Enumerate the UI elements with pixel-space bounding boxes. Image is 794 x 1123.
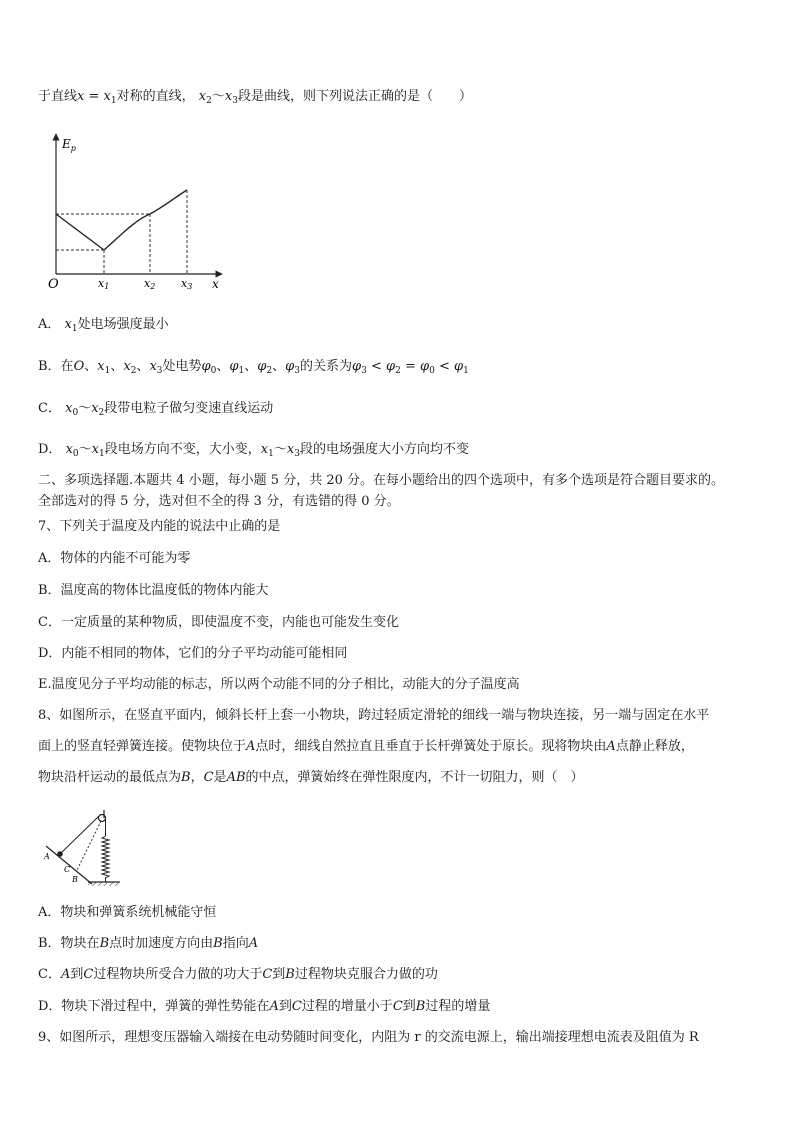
section2-instructions-line1: 二、多项选择题.本题共 4 小题，每小题 5 分，共 20 分。在每小题给出的四个选项中，有多个选项是符合题目要求的。 — [38, 473, 725, 488]
y-axis-label: $E_p$ — [62, 137, 76, 153]
q7-option-e[interactable]: E.温度见分子平均动能的标志，所以两个动能不同的分子相比，动能大的分子温度高 — [38, 677, 520, 692]
q8-stem-line3: 物块沿杆运动的最低点为B，C是AB的中点，弹簧始终在弹性限度内，不计一切阻力，则（ ） — [38, 770, 584, 785]
q6-option-b[interactable]: B．在O、$x_1$、$x_2$、$x_3$处电势$\varphi_0$、$\varphi_1$、$\varphi_2$、$\varphi_3$的关系为$\varphi_3 < \varphi_2 = \varphi_0 < \varphi_1$ — [38, 359, 469, 376]
q7-option-b[interactable]: B．温度高的物体比温度低的物体内能大 — [38, 583, 269, 598]
x-axis-label: x — [212, 277, 219, 291]
q6-stem-text: 于直线 — [38, 89, 78, 104]
q7-option-d[interactable]: D．内能不相同的物体，它们的分子平均动能可能相同 — [38, 646, 348, 661]
section2-instructions-line2: 全部选对的得 5 分，选对但不全的得 3 分，有选错的得 0 分。 — [38, 494, 400, 509]
origin-label: O — [48, 277, 59, 292]
string-dashed — [77, 821, 101, 870]
q9-stem-line1: 9、如图所示，理想变压器输入端接在电动势随时间变化，内阻为 r 的交流电源上，输出端接理想电流表及阻值为 R — [38, 1030, 699, 1045]
ep-curve — [104, 190, 187, 250]
q8-option-b[interactable]: B．物块在B点时加速度方向由B指向A — [38, 936, 259, 951]
q6-option-c[interactable]: C． $x_0\sim x_2$段带电粒子做匀变速直线运动 — [38, 401, 274, 418]
fig-label-b: B — [72, 875, 78, 884]
tick-x1: x1 — [98, 277, 110, 291]
q6-option-d[interactable]: D． $x_0\sim x_1$段电场方向不变，大小变，$x_1\sim x_3$段的电场强度大小方向均不变 — [38, 442, 469, 459]
tick-x3: x3 — [181, 277, 193, 291]
block — [57, 851, 63, 857]
q6-stem: 于直线$x = x_1$对称的直线， $x_2\sim x_3$段是曲线，则下列说法正确的是（ ） — [38, 89, 472, 106]
q8-option-a[interactable]: A．物块和弹簧系统机械能守恒 — [38, 905, 217, 920]
spring — [102, 836, 109, 882]
fig-label-c: C — [64, 865, 71, 874]
q8-option-c[interactable]: C．A到C过程物块所受合力做的功大于C到B过程物块克服合力做的功 — [38, 967, 438, 982]
ep-x-graph — [40, 126, 230, 296]
fig-label-a: A — [44, 852, 50, 861]
q7-option-a[interactable]: A．物体的内能不可能为零 — [38, 551, 191, 566]
pulley-spring-figure — [42, 806, 132, 888]
q8-stem-line2: 面上的竖直轻弹簧连接。使物块位于A点时，细线自然拉直且垂直于长杆弹簧处于原长。现将物块由A点静止释放， — [38, 739, 694, 754]
q6-option-a[interactable]: A． $x_1$处电场强度最小 — [38, 317, 169, 334]
q8-stem-line1: 8、如图所示，在竖直平面内，倾斜长杆上套一小物块，跨过轻质定滑轮的细线一端与物块连接，另一端与固定在水平 — [38, 708, 710, 723]
ep-line-segment — [56, 214, 104, 250]
q7-option-c[interactable]: C．一定质量的某种物质，即使温度不变，内能也可能发生变化 — [38, 615, 399, 630]
q7-stem: 7、下列关于温度及内能的说法中止确的是 — [38, 519, 281, 534]
q8-option-d[interactable]: D．物块下滑过程中，弹簧的弹性势能在A到C过程的增量小于C到B过程的增量 — [38, 999, 491, 1014]
tick-x2: x2 — [144, 277, 156, 291]
string-to-block — [60, 816, 99, 854]
